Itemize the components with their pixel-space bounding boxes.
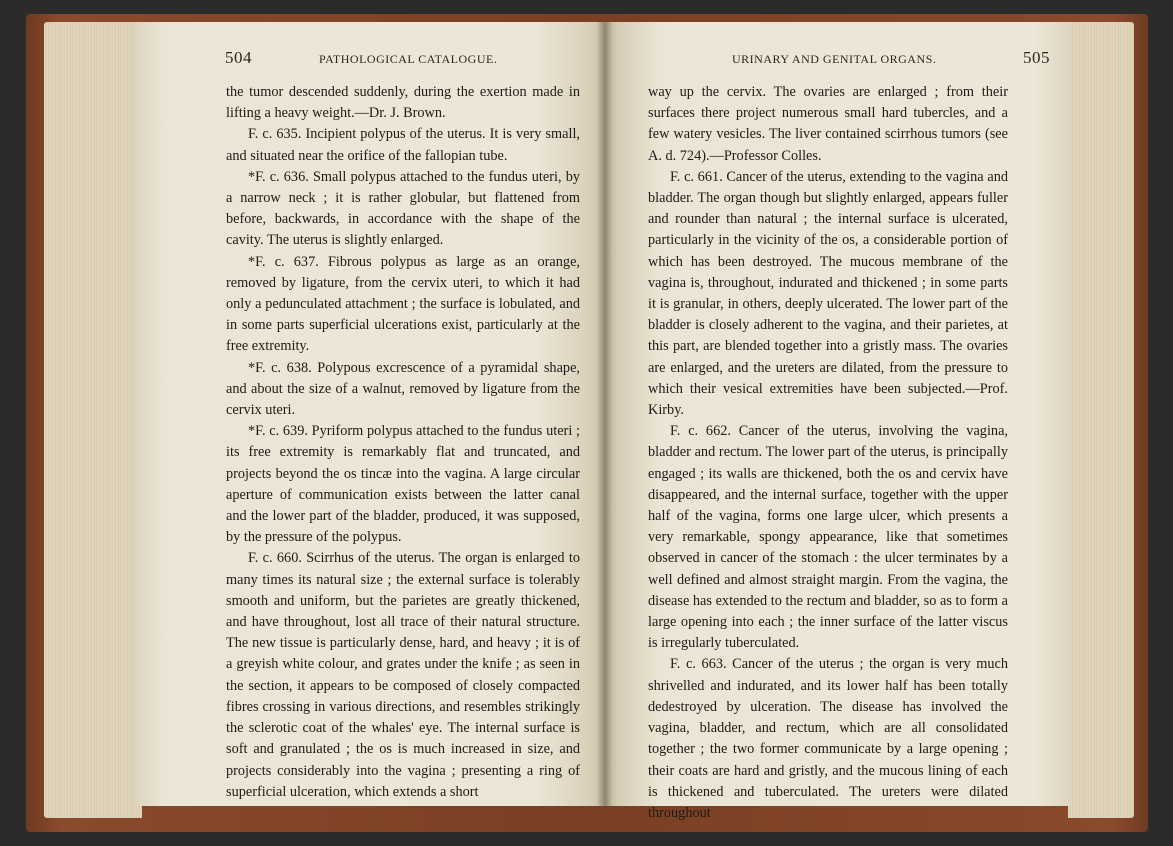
right-running-head	[660, 48, 1050, 74]
paragraph: *F. c. 636. Small polypus attached to the fundus uteri, by a narrow neck ; it is rather globular, but flattened from before, backwards, in accordance with the shape of the cavity. The uterus is slightly enlarged.	[226, 168, 580, 249]
left-running-title: PATHOLOGICAL CATALOGUE.	[319, 52, 498, 66]
paragraph: F. c. 660. Scirrhus of the uterus. The organ is enlarged to many times its natural size ; the external surface is tolerably smooth and uniform, but the parietes are greatly thickened, and have throughout, lost all trace of their natural structure. The new tissue is particularly dense, hard, and heavy ; it is of a greyish white colour, and grates under the knife ; as seen in the section, it appears to be composed of closely compacted fibres crossing in various directions, and resembles strikingly the sclerotic coat of the whales' eye. The internal surface is soft and granulated ; the os is much increased in size, and projects considerably into the vagina ; presenting a ring of superficial ulceration, which extends a short	[226, 550, 580, 800]
right-page-number: 505	[1023, 48, 1050, 67]
paragraph: *F. c. 638. Polypous excrescence of a pyramidal shape, and about the size of a walnut, removed by ligature from the cervix uteri.	[226, 359, 580, 419]
paragraph: F. c. 663. Cancer of the uterus ; the organ is very much shrivelled and indurated, and its lower half has been totally dedestroyed by ulceration. The disease has involved the vagina, bladder, and rectum, which are all consolidated together ; the two former communicate by a large opening ; their coats are hard and gristly, and the mucous lining of each is thickened and tuberculated. The ureters were dilated throughout	[648, 656, 1008, 821]
paragraph: F. c. 635. Incipient polypus of the uterus. It is very small, and situated near the orifice of the fallopian tube.	[226, 126, 580, 164]
left-running-head	[225, 48, 585, 74]
right-text-column	[648, 82, 1008, 824]
paragraph: F. c. 661. Cancer of the uterus, extending to the vagina and bladder. The organ though but slightly enlarged, appears fuller and rounder than natural ; the internal surface is ulcerated, particularly in the vicinity of the os, a considerable portion of which has been destroyed. The mucous membrane of the vagina is, throughout, indurated and thickened ; in some parts it is granular, in others, deeply ulcerated. The lower part of the bladder is closely adherent to the vagina, and their parietes, at this part, are blended together into a gristly mass. The ovaries are enlarged, and the ureters are dilated, from the pressure to which their vesical extremities have been subjected.—Prof. Kirby.	[648, 168, 1008, 419]
paragraph: *F. c. 639. Pyriform polypus attached to the fundus uteri ; its free extremity is remarkably flat and truncated, and projects beyond the os tincæ into the vagina. A large circular aperture of communication exists between the latter canal and the lower part of the bladder, produced, it was supposed, by the pressure of the polypus.	[226, 423, 580, 546]
book-gutter	[598, 22, 612, 806]
right-page-edges	[1068, 22, 1134, 818]
left-page-number: 504	[225, 48, 252, 67]
paragraph: way up the cervix. The ovaries are enlarged ; from their surfaces there project numerous small hard tubercles, and a few watery vesicles. The liver contained scirrhous tumors (see A. d. 724).—Professor Colles.	[648, 84, 1008, 164]
paragraph: the tumor descended suddenly, during the exertion made in lifting a heavy weight.—Dr. J. Brown.	[226, 84, 580, 122]
left-text-column	[226, 82, 580, 803]
paragraph: *F. c. 637. Fibrous polypus as large as an orange, removed by ligature, from the cervix uteri, to which it had only a pedunculated attachment ; the surface is lobulated, and in some parts superficial ulcerations exist, particularly at the free extremity.	[226, 253, 580, 355]
left-page-edges	[44, 22, 142, 818]
right-running-title: URINARY AND GENITAL ORGANS.	[732, 52, 937, 66]
paragraph: F. c. 662. Cancer of the uterus, involving the vagina, bladder and rectum. The lower part of the uterus, is principally engaged ; its walls are thickened, both the os and cervix have disappeared, and the internal surface, together with the upper half of the vagina, forms one large ulcer, which presents a very remarkable, spongy appearance, like that sometimes observed in cancer of the stomach : the ulcer terminates by a well defined and almost straight margin. From the vagina, the disease has extended to the rectum and bladder, so as to form a large opening into each ; the inner surface of the latter viscus is irregularly tuberculated.	[648, 423, 1008, 652]
